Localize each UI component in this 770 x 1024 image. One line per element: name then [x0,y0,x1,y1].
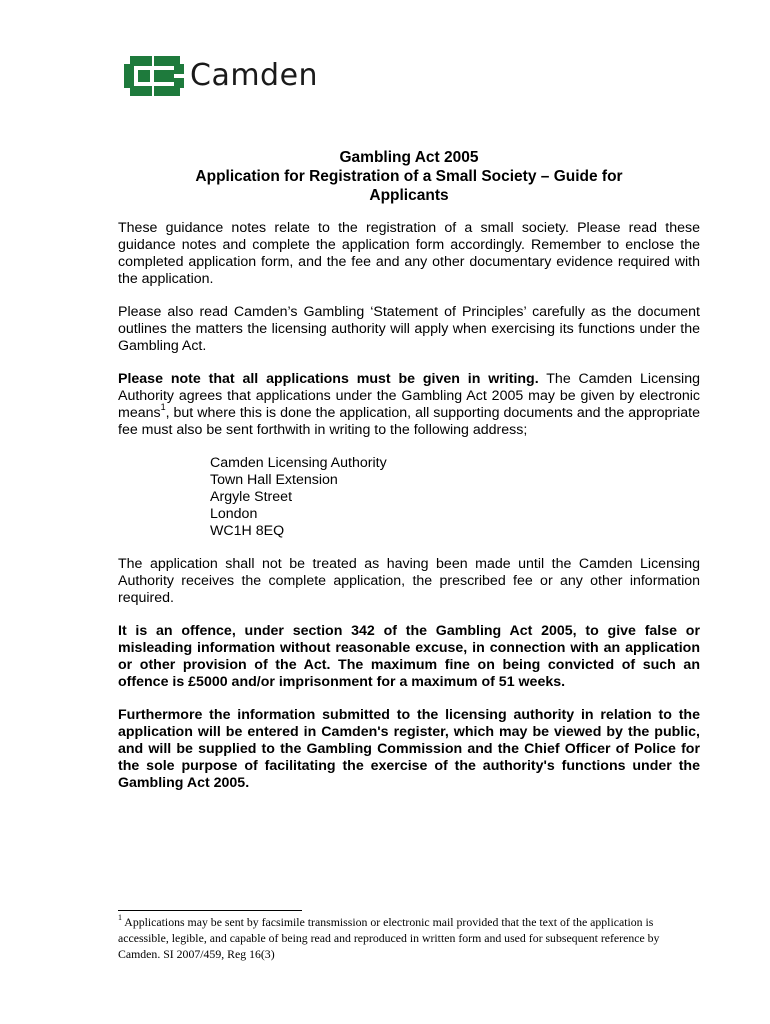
footnote-divider [118,910,302,911]
paragraph-offence-warning: It is an offence, under section 342 of the Gambling Act 2005, to give false or misleading information without reasonable excuse, in connection with an application or other provision of the Act. The maximum fine on being convicted of such an offence is £5000 and/or imprisonment for a maximum of 51 weeks. [118,623,700,690]
address-line: Town Hall Extension [210,472,338,488]
footnote-reference: 1 [160,402,166,413]
paragraph-statement-of-principles: Please also read Camden’s Gambling ‘Statement of Principles’ carefully as the document outlines the matters the licensing authority will apply when exercising its functions under the Gambling Act. [118,304,700,354]
footnote-marker: 1 [118,913,122,923]
paragraph-applications-in-writing [118,371,700,439]
address-line: Camden Licensing Authority [210,455,387,471]
paragraph-register-notice: Furthermore the information submitted to the licensing authority in relation to the application will be entered in Camden's register, which may be viewed by the public, and will be supplied to the Gambling Commission and the Chief Officer of Police for the sole purpose of facilitating the exercise of the authority's functions under the Gambling Act 2005. [118,707,700,791]
footnote [118,914,700,962]
postal-address [210,455,700,540]
title-line-2: Application for Registration of a Small Society – Guide for [195,168,623,185]
paragraph-intro: These guidance notes relate to the registration of a small society. Please read these guidance notes and complete the application form accordingly. Remember to enclose the completed application form, and the fee and any other documentary evidence required with the application. [118,220,700,287]
address-line: WC1H 8EQ [210,523,285,539]
camden-logo [124,53,318,99]
paragraph-application-complete: The application shall not be treated as having been made until the Camden Licensing Authority receives the complete application, the prescribed fee or any other information required. [118,556,700,606]
writing-notice: Please note that all applications must be given in writing. [118,371,539,387]
title-line-3: Applicants [369,187,449,204]
footnote-text: Applications may be sent by facsimile transmission or electronic mail provided that the text of the application is accessible, legible, and capable of being read and reproduced in written form and used for subsequent reference by Camden. SI 2007/459, Reg 16(3) [118,915,660,961]
logo-wordmark: Camden [190,58,319,93]
document-title [118,148,700,205]
writing-text-a: The Camden Licensing Authority agrees that applications under the Gambling Act 2005 may be given by electronic means [118,371,700,421]
camden-logo-mark-icon [124,54,186,98]
address-line: Argyle Street [210,489,293,505]
document-body [118,220,700,808]
writing-text-b: , but where this is done the application, all supporting documents and the appropriate fee must also be sent forthwith in writing to the following address; [118,405,700,438]
address-line: London [210,506,258,522]
title-line-1: Gambling Act 2005 [339,149,479,166]
